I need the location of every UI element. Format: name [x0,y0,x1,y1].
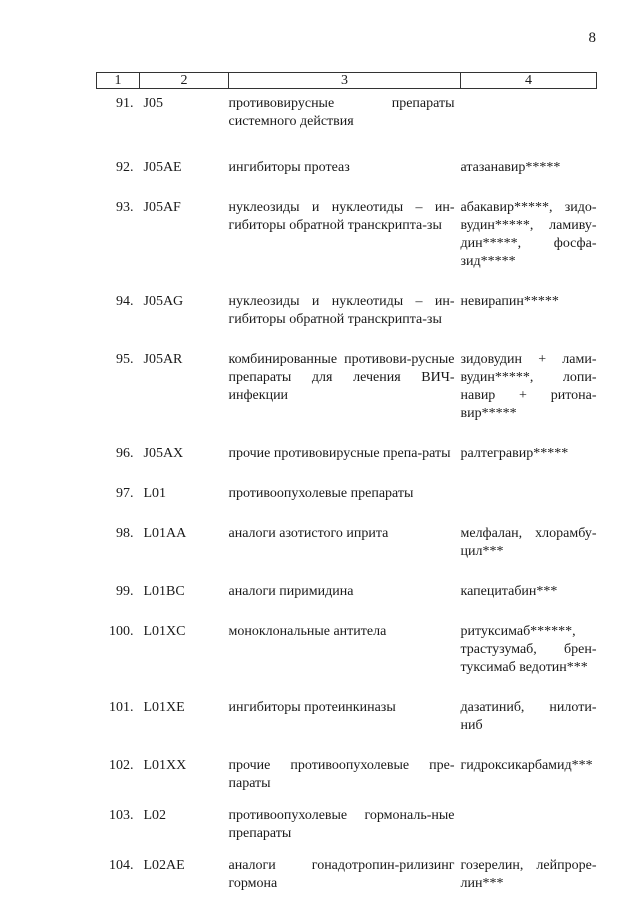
table-row [97,463,597,503]
row-number: 93. [116,200,134,215]
drug-names: зидовудин + лами-вудин*****, лопи-навир + ритона-вир***** [460,352,597,421]
atc-code: J05AF [143,200,181,215]
atc-code: L02 [143,808,167,823]
drug-group: аналоги пиримидина [228,584,354,599]
atc-code: J05AG [143,294,184,309]
drug-names: капецитабин*** [460,584,558,599]
table-header-row [97,73,597,89]
table-row [97,131,597,177]
drug-list-table [96,72,597,893]
atc-code: L01AA [143,526,187,541]
drug-group: комбинированные противови-русные препараты для лечения ВИЧ-инфекции [228,352,455,403]
drug-names: абакавир*****, зидо-вудин*****, ламиву-дин*****, фосфа-зид***** [460,200,597,269]
drug-names: невирапин***** [460,294,559,309]
drug-names [461,463,597,503]
drug-names: ралтегравир***** [460,446,569,461]
drug-names: ритуксимаб******, трастузумаб, брен-туксимаб ведотин*** [460,624,597,675]
table-row [97,561,597,601]
row-number: 91. [116,96,134,111]
row-number: 103. [109,808,134,823]
drug-names: мелфалан, хлорамбу-цил*** [460,526,597,559]
atc-code: L02AE [143,858,185,873]
row-number: 99. [116,584,134,599]
atc-code: L01XX [143,758,187,773]
atc-code: L01BC [143,584,185,599]
atc-code: L01XE [143,700,185,715]
table-row [97,271,597,329]
drug-group: моноклональные антитела [228,624,387,639]
drug-group: нуклеозиды и нуклеотиды – ин-гибиторы обратной транскрипта-зы [228,200,455,233]
page-number: 8 [588,30,596,46]
drug-group: прочие противовирусные препа-раты [228,446,451,461]
atc-code: L01 [143,486,167,501]
drug-names: дазатиниб, нилоти-ниб [460,700,597,733]
drug-group: прочие противоопухолевые пре-параты [228,758,455,791]
row-number: 95. [116,352,134,367]
row-number: 100. [109,624,134,639]
table-row [97,601,597,677]
row-number: 102. [109,758,134,773]
column-header-4: 4 [461,73,597,89]
table-row [97,177,597,271]
atc-code: J05 [143,96,163,111]
table-row [97,329,597,423]
table-row [97,735,597,793]
drug-names: атазанавир***** [460,160,561,175]
row-number: 92. [116,160,134,175]
drug-names: гозерелин, лейпроре-лин*** [460,858,597,891]
drug-group: противоопухолевые гормональ-ные препараты [228,808,455,841]
row-number: 101. [109,700,134,715]
table-row [97,503,597,561]
table-row [97,793,597,843]
row-number: 104. [109,858,134,873]
drug-names [461,89,597,132]
column-header-2: 2 [140,73,229,89]
atc-code: L01XC [143,624,186,639]
drug-group: ингибиторы протеаз [228,160,350,175]
drug-group: аналоги азотистого иприта [228,526,389,541]
drug-group: противоопухолевые препараты [228,486,414,501]
row-number: 96. [116,446,134,461]
atc-code: J05AX [143,446,184,461]
drug-names [461,793,597,843]
column-header-3: 3 [229,73,461,89]
table-row [97,677,597,735]
row-number: 97. [116,486,134,501]
atc-code: J05AR [143,352,183,367]
table-row [97,843,597,893]
column-header-1: 1 [97,73,140,89]
drug-group: противовирусные препараты системного действия [228,96,455,129]
table-row [97,89,597,132]
atc-code: J05AE [143,160,182,175]
drug-group: ингибиторы протеинкиназы [228,700,396,715]
table-row [97,423,597,463]
row-number: 94. [116,294,134,309]
drug-group: нуклеозиды и нуклеотиды – ин-гибиторы обратной транскрипта-зы [228,294,455,327]
drug-group: аналоги гонадотропин-рилизинг гормона [228,858,455,891]
row-number: 98. [116,526,134,541]
drug-names: гидроксикарбамид*** [460,758,593,773]
